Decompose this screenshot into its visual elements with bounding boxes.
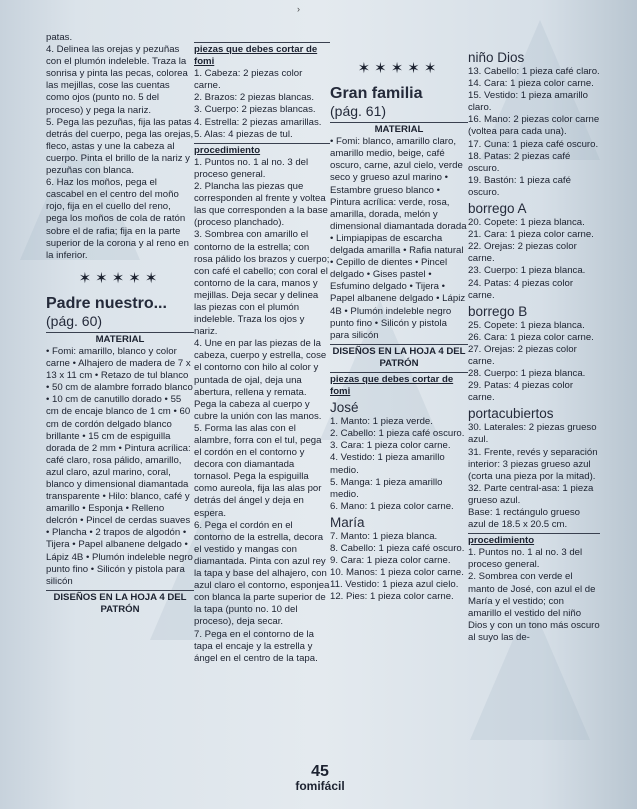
paragraph: 5. Forma las alas con el alambre, forra con el tul, pega el cordón en el contorno y decora con diamantada tornasol. Pega la espiguilla como aureola, fija las alas por detrás del ángel y deja en espera. xyxy=(194,422,322,519)
paragraph: 10. Manos: 1 pieza color carne. xyxy=(330,567,464,579)
paragraph: 20. Copete: 1 pieza blanca. xyxy=(468,217,585,229)
page-footer xyxy=(280,764,360,792)
figure-heading: borrego A xyxy=(468,201,527,217)
figure-heading: borrego B xyxy=(468,303,528,319)
paragraph: 5. Manga: 1 pieza amarillo medio. xyxy=(330,476,443,500)
paragraph: 23. Cuerpo: 1 pieza blanca. xyxy=(468,265,586,277)
paragraph: 22. Orejas: 2 piezas color carne. xyxy=(468,241,577,265)
section-heading: MATERIAL xyxy=(374,124,424,136)
stars-divider: ✶✶✶✶✶ xyxy=(78,268,162,287)
paragraph: 7. Manto: 1 pieza blanca. xyxy=(330,530,438,542)
subsection-heading: piezas que debes cortar de fomi xyxy=(330,373,454,398)
divider-rule xyxy=(330,372,468,373)
paragraph: 4. Delinea las orejas y pezuñas con el plumón indeleble. Traza la sonrisa y pinta las pecas, colorea las mejillas, cose las cuentas como ojos (punto no. 5 del proceso) y pega la nariz. xyxy=(46,44,188,116)
paragraph: • Fomi: blanco, amarillo claro, amarillo medio, beige, café oscuro, carne, azul cielo, verde seco y grueso azul marino • Estambre grueso blanco • Pintura acrílica: verde, rosa, amarilla, dorada, melón y dimensional diamantada dorada • Limpiapipas de escarcha delgada amarilla • Rafia natural • Cepillo de dientes • Pincel delgado • Gises pastel • Esfumino delgado • Tijera • Papel albanene delgado • Lápiz 4B • Plumón indeleble negro punto fino • Silicón y pistola para silicón xyxy=(330,136,467,341)
divider-rule xyxy=(468,533,600,534)
paragraph: 14. Cara: 1 pieza color carne. xyxy=(468,78,594,90)
paragraph: 17. Cuna: 1 pieza café oscuro. xyxy=(468,138,599,150)
subsection-heading: procedimiento xyxy=(468,535,535,547)
paragraph: 2. Plancha las piezas que corresponden al frente y voltea las que corresponden a la base (proceso planchado). xyxy=(194,181,328,229)
paragraph: 26. Cara: 1 pieza color carne. xyxy=(468,331,594,343)
paragraph: 1. Manto: 1 pieza verde. xyxy=(330,416,433,428)
paragraph: 21. Cara: 1 pieza color carne. xyxy=(468,229,594,241)
page-corner-mark: › xyxy=(297,4,300,14)
paragraph: 7. Pega en el contorno de la tapa el encaje y la estrella y ángel en el centro de la tapa. xyxy=(194,628,318,664)
paragraph: 1. Puntos no. 1 al no. 3 del proceso general. xyxy=(194,156,309,180)
column-gran-familia-pieces xyxy=(468,48,600,644)
paragraph: 16. Mano: 2 piezas color carne (voltea para cada una). xyxy=(468,114,600,138)
paragraph: 13. Cabello: 1 pieza café claro. xyxy=(468,66,600,77)
subsection-heading: procedimiento xyxy=(194,144,261,156)
divider-rule xyxy=(194,143,330,144)
stars-divider: ✶✶✶✶✶ xyxy=(357,59,441,77)
paragraph: 6. Pega el cordón en el contorno de la estrella, decora el vestido y mangas con diamantada. Pinta con azul rey la tapa y base del alhajero, con azul claro el contorno, esponjea con blanca la parte superior de la tapa (punto no. 10 del proceso), deja secar. xyxy=(194,519,330,628)
divider-rule xyxy=(46,590,194,591)
figure-heading: niño Dios xyxy=(468,50,525,65)
paragraph: 4. Vestido: 1 pieza amarillo medio. xyxy=(330,452,445,476)
paragraph: 9. Cara: 1 pieza color carne. xyxy=(330,555,451,567)
paragraph: 2. Brazos: 2 piezas blancas. xyxy=(194,92,314,104)
section-title: Padre nuestro... xyxy=(46,294,167,312)
paragraph: 28. Cuerpo: 1 pieza blanca. xyxy=(468,368,586,380)
section-title: Gran familia xyxy=(330,85,423,103)
column-gran-familia xyxy=(330,52,468,603)
paragraph: 18. Patas: 2 piezas café oscuro. xyxy=(468,150,571,174)
divider-rule xyxy=(330,344,468,345)
column-padre-nuestro-instructions xyxy=(194,40,330,665)
paragraph: 6. Haz los moños, pega el cascabel en el centro del moño rojo, fija en el cuello del reno, pega los moños de cola de ratón sobre el de rafia; fija en la parte superior de la corona y al reno en la inferior. xyxy=(46,177,189,261)
divider-rule xyxy=(330,122,468,123)
paragraph: 29. Patas: 4 piezas color carne. xyxy=(468,380,574,404)
figure-heading: portacubiertos xyxy=(468,406,554,422)
paragraph: 5. Alas: 4 piezas de tul. xyxy=(194,128,293,140)
paragraph: 25. Copete: 1 pieza blanca. xyxy=(468,319,585,331)
divider-rule xyxy=(194,42,330,43)
paragraph: 4. Une en par las piezas de la cabeza, cuerpo y estrella, cose el contorno con hilo al color y puntada de ojal, deja una abertura, rellena y remata. Pega la cabeza al cuerpo y cubre la unión con las manos. xyxy=(194,338,327,422)
paragraph: 3. Sombrea con amarillo el contorno de la estrella; con rosa pálido los brazos y cuerpo; con café el cabello; con coral el contorno de la cara, manos y mejillas. Deja secar y delinea las piezas con el plumón indeleble. Traza los ojos y nariz. xyxy=(194,229,330,338)
subsection-heading: piezas que debes cortar de fomi xyxy=(194,44,318,68)
page-number: 45 xyxy=(311,763,329,780)
figure-heading: María xyxy=(330,514,365,530)
paragraph: 19. Bastón: 1 pieza café oscuro. xyxy=(468,174,571,198)
section-heading: DISEÑOS EN LA HOJA 4 DEL PATRÓN xyxy=(332,345,466,369)
paragraph: 3. Cara: 1 pieza color carne. xyxy=(330,440,451,452)
paragraph: 6. Mano: 1 pieza color carne. xyxy=(330,500,454,512)
section-page-ref: (pág. 60) xyxy=(46,312,103,329)
paragraph: 3. Cuerpo: 2 piezas blancas. xyxy=(194,104,316,116)
paragraph: 32. Parte central-asa: 1 pieza grueso azul. xyxy=(468,482,594,506)
paragraph: 1. Cabeza: 2 piezas color carne. xyxy=(194,68,303,92)
paragraph: 11. Vestido: 1 pieza azul cielo. xyxy=(330,579,459,591)
paragraph: 2. Sombrea con verde el manto de José, con azul el de María y el vestido; con amarillo el vestido del niño Dios y con un tono más oscuro al suyo las de- xyxy=(468,571,600,643)
column-reno-continuation-and-padre-nuestro xyxy=(46,32,194,616)
paragraph: 4. Estrella: 2 piezas amarillas. xyxy=(194,116,322,128)
paragraph: 27. Orejas: 2 piezas color carne. xyxy=(468,343,577,367)
paragraph: 24. Patas: 4 piezas color carne. xyxy=(468,277,574,301)
paragraph: 15. Vestido: 1 pieza amarillo claro. xyxy=(468,90,588,114)
divider-rule xyxy=(46,332,194,333)
section-heading: DISEÑOS EN LA HOJA 4 DEL PATRÓN xyxy=(53,591,187,615)
magazine-logo: fomifácil xyxy=(295,779,345,793)
paragraph: • Fomi: amarillo, blanco y color carne • Alhajero de madera de 7 x 13 x 11 cm • Retazo de tul blanco • 50 cm de alambre forrado blanco • 10 cm de canutillo dorado • 55 cm de encaje blanco de 1 cm • 60 cm de cordón delgado blanco brillante • 15 cm de espiguilla dorada de 2 mm • Pintura acrílica: café claro, rosa pálido, amarillo, azul claro, azul marino, coral, blanco y dimensional diamantada transparente • Hilo: blanco, café y amarillo • Esponja • Relleno delcrón • Pincel de cerdas suaves • Plancha • 2 trapos de algodón • Tijera • Papel albanene delgado • Lápiz 4B • Plumón indeleble negro punto fino • Silicón y pistola para silicón xyxy=(46,345,193,587)
figure-heading: José xyxy=(330,400,359,416)
section-page-ref: (pág. 61) xyxy=(330,103,387,120)
paragraph: patas. xyxy=(46,32,73,43)
paragraph: 2. Cabello: 1 pieza café oscuro. xyxy=(330,428,465,440)
paragraph: 5. Pega las pezuñas, fija las patas detrás del cuerpo, pega las orejas, fleco, astas y une la cabeza al cuerpo. Pinta el brillo de la nariz y pezuñas con blanca. xyxy=(46,116,194,177)
paragraph: 30. Laterales: 2 piezas grueso azul. xyxy=(468,422,597,446)
section-heading: MATERIAL xyxy=(95,333,145,345)
paragraph: 1. Puntos no. 1 al no. 3 del proceso general. xyxy=(468,547,583,571)
paragraph: 8. Cabello: 1 pieza café oscuro. xyxy=(330,543,465,554)
paragraph: Base: 1 rectángulo grueso azul de 18.5 x 20.5 cm. xyxy=(468,507,581,531)
paragraph: 12. Pies: 1 pieza color carne. xyxy=(330,591,454,603)
paragraph: 31. Frente, revés y separación interior: 3 piezas grueso azul (corta una pieza por la mitad). xyxy=(468,446,598,482)
